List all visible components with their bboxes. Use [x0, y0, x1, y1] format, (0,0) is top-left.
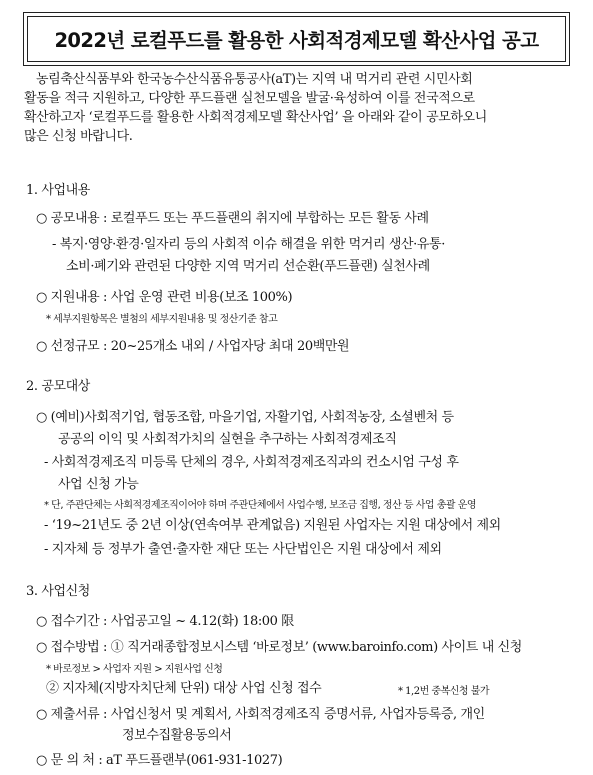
s2-detail-line-1: - 사회적경제조직 미등록 단체의 경우, 사회적경제조직과의 컨소시엄 구성 후 [44, 455, 459, 470]
s3-docs-line-2: 정보수집활용동의서 [122, 728, 232, 743]
s2-target-line-2: 공공의 이익 및 사회적가치의 실현을 추구하는 사회적경제조직 [58, 432, 397, 447]
s1-content-line-2: - 복지·영양·환경·일자리 등의 사회적 이슈 해결을 위한 먹거리 생산·유통· [52, 237, 445, 252]
s3-method-2-note: * 1,2번 중복신청 불가 [398, 686, 490, 697]
intro-line-3: 확산하고자 ‘로컬푸드를 활용한 사회적경제모델 확산사업’ 을 아래와 같이 공모하오니 [24, 110, 487, 125]
section-1-heading: 1. 사업내용 [26, 183, 90, 198]
s2-note: * 단, 주관단체는 사회적경제조직이어야 하며 주관단체에서 사업수행, 보조금 집행, 정산 등 사업 총괄 운영 [44, 500, 477, 511]
section-3-heading: 3. 사업신청 [26, 584, 90, 599]
s3-docs-line-1: ○ 제출서류 : 사업신청서 및 계획서, 사회적경제조직 증명서류, 사업자등록증, 개인 [36, 707, 485, 722]
s1-support: ○ 지원내용 : 사업 운영 관련 비용(보조 100%) [36, 290, 293, 305]
s1-content-line-3: 소비·폐기와 관련된 다양한 지역 먹거리 선순환(푸드플랜) 실천사례 [66, 259, 430, 274]
s3-contact: ○ 문 의 처 : aT 푸드플랜부(061-931-1027) [36, 753, 283, 768]
s3-method-2: ② 지자체(지방자치단체 단위) 대상 사업 신청 접수 [46, 681, 322, 696]
s2-exclusion-1: - ‘19~21년도 중 2년 이상(연속여부 관계없음) 지원된 사업자는 지원 대상에서 제외 [44, 518, 501, 533]
section-2-heading: 2. 공모대상 [26, 379, 90, 394]
s2-exclusion-2: - 지자체 등 정부가 출연·출자한 재단 또는 사단법인은 지원 대상에서 제외 [44, 542, 442, 557]
intro-line-4: 많은 신청 바랍니다. [24, 129, 133, 144]
intro-line-1: 농림축산식품부와 한국농수산식품유통공사(aT)는 지역 내 먹거리 관련 시민사회 [36, 72, 473, 87]
s2-target-line-1: ○ (예비)사회적기업, 협동조합, 마을기업, 자활기업, 사회적농장, 소셜벤처 등 [36, 410, 454, 425]
s1-content-line-1: ○ 공모내용 : 로컬푸드 또는 푸드플랜의 취지에 부합하는 모든 활동 사례 [36, 211, 429, 226]
title-box [23, 12, 570, 66]
s3-method-note: * 바로정보 > 사업자 지원 > 지원사업 신청 [46, 664, 223, 675]
s1-support-note: * 세부지원항목은 별첨의 세부지원내용 및 정산기준 참고 [46, 314, 278, 325]
s3-period: ○ 접수기간 : 사업공고일 ~ 4.12(화) 18:00 限 [36, 614, 294, 629]
page-title: 2022년 로컬푸드를 활용한 사회적경제모델 확산사업 공고 [54, 29, 539, 52]
s1-scale: ○ 선정규모 : 20~25개소 내외 / 사업자당 최대 20백만원 [36, 339, 350, 354]
intro-line-2: 활동을 적극 지원하고, 다양한 푸드플랜 실천모델을 발굴·육성하여 이를 전국적으로 [24, 91, 475, 106]
s2-detail-line-2: 사업 신청 가능 [58, 477, 139, 492]
s3-method: ○ 접수방법 : ① 직거래종합정보시스템 ‘바로정보’ (www.baroinfo.com) 사이트 내 신청 [36, 640, 522, 655]
